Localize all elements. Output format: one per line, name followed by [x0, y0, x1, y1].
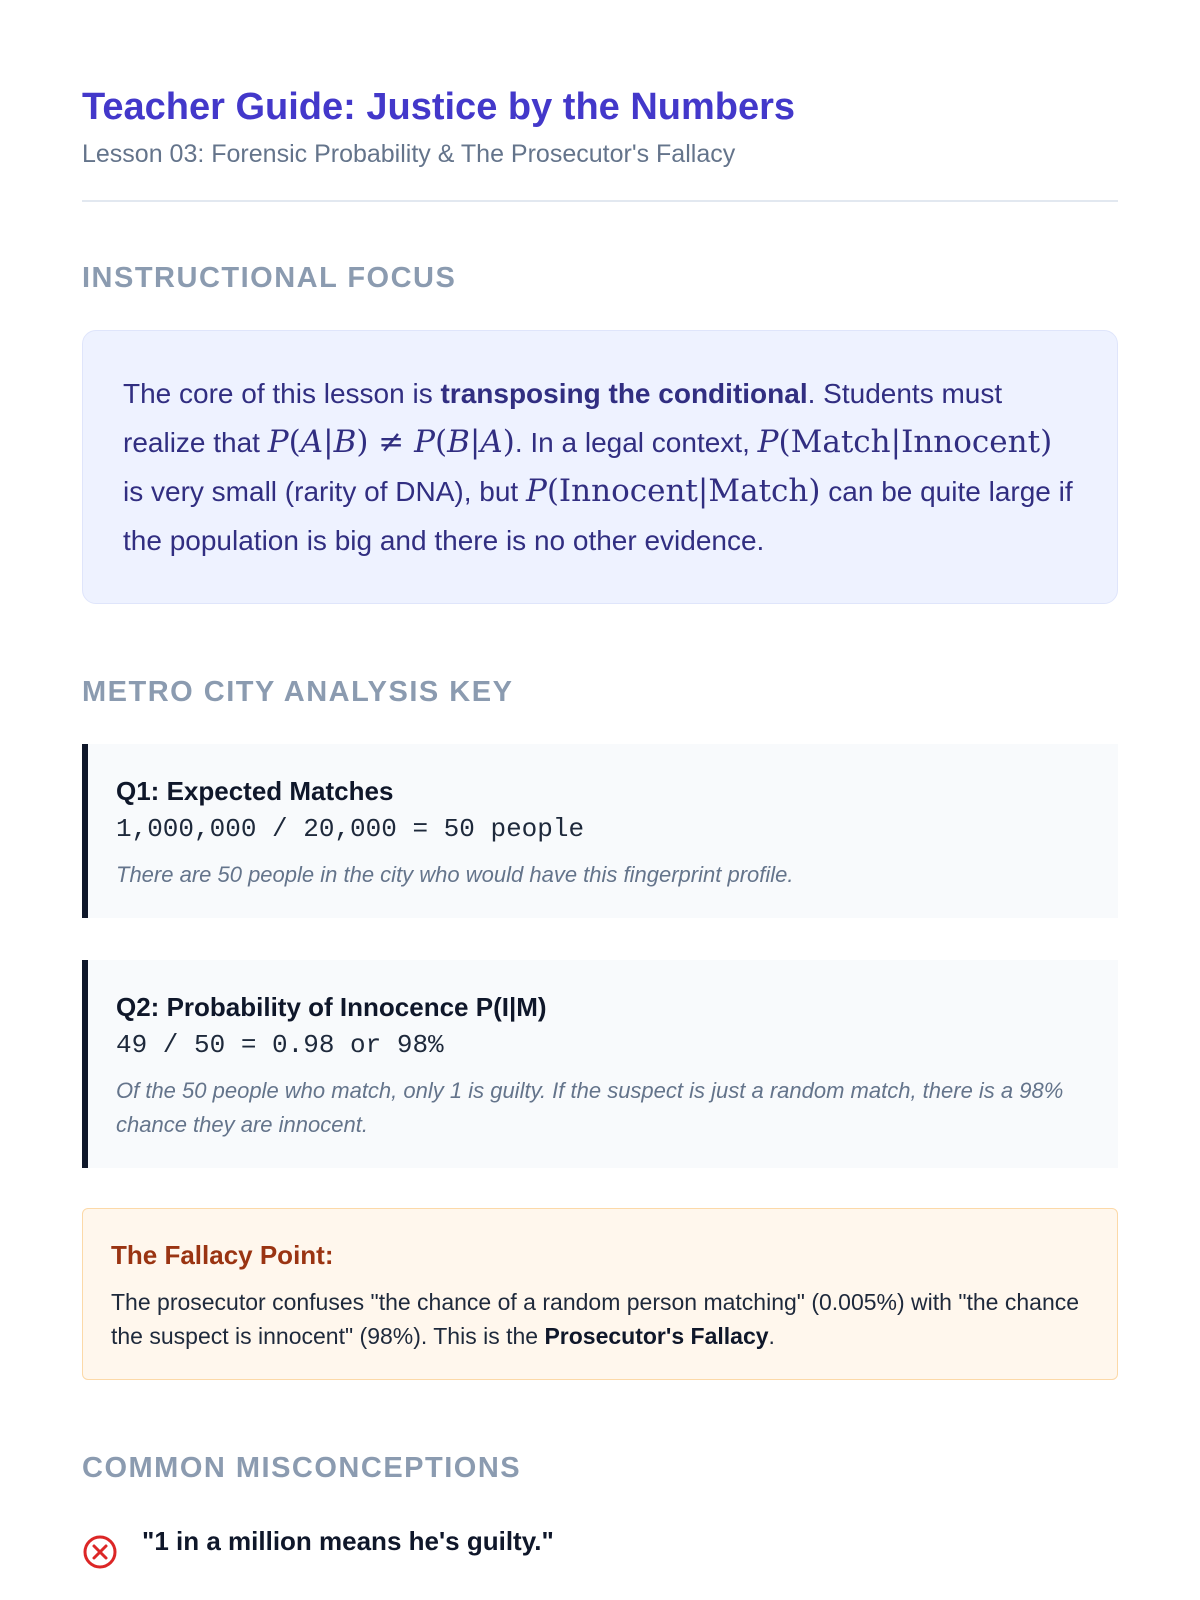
misconception-quote: "1 in a million means he's guilty."	[142, 1526, 554, 1556]
fallacy-callout	[82, 1208, 1118, 1380]
q2-answer-card	[82, 960, 1118, 1168]
math-innocent-word: Innocent	[901, 424, 1041, 460]
q1-explanation: There are 50 people in the city who would have this fingerprint profile.	[116, 862, 794, 887]
q1-answer-card	[82, 744, 1118, 918]
fallacy-title: The Fallacy Point:	[111, 1240, 334, 1270]
q1-calculation: 1,000,000 / 20,000 = 50 people	[116, 814, 585, 844]
focus-text-1: . Students must realize that	[123, 378, 1003, 458]
header-divider	[82, 200, 1118, 202]
math-innocent-word-2: Innocent	[558, 473, 698, 509]
math-inequality: P(A|B) ≠ P(B|A)	[267, 424, 515, 460]
focus-text-2: . In a legal context,	[514, 427, 758, 458]
focus-text-3: is very small (rarity of DNA), but	[123, 476, 526, 507]
page-subtitle: Lesson 03: Forensic Probability & The Prosecutor's Fallacy	[82, 140, 736, 168]
q1-title: Q1: Expected Matches	[116, 776, 394, 806]
math-match-word-2: Match	[708, 473, 809, 509]
focus-text-4: can be quite large if the population is big and there is no other evidence.	[123, 476, 1073, 556]
instructional-focus-heading: INSTRUCTIONAL FOCUS	[82, 262, 457, 294]
fallacy-text-after: .	[768, 1323, 775, 1349]
q2-calculation: 49 / 50 = 0.98 or 98%	[116, 1030, 444, 1060]
fallacy-text-before: The prosecutor confuses "the chance of a random person matching" (0.005%) with "the chance the suspect is innocent" (98%). This is the	[111, 1289, 1080, 1349]
instructional-focus-box	[82, 330, 1118, 604]
q2-explanation: Of the 50 people who match, only 1 is guilty. If the suspect is just a random match, there is a 98% chance they are innocent.	[116, 1078, 1064, 1137]
misconceptions-heading: COMMON MISCONCEPTIONS	[82, 1452, 522, 1484]
fallacy-bold-term: Prosecutor's Fallacy	[544, 1323, 769, 1349]
analysis-key-heading: METRO CITY ANALYSIS KEY	[82, 676, 514, 708]
page-title: Teacher Guide: Justice by the Numbers	[82, 86, 796, 128]
fallacy-text	[111, 1285, 1089, 1353]
q2-title: Q2: Probability of Innocence P(I|M)	[116, 992, 547, 1022]
math-p-innocent-given-match: P(Innocent|Match)	[525, 473, 821, 509]
focus-bold-term: transposing the conditional	[440, 378, 808, 409]
focus-intro: The core of this lesson is	[123, 378, 441, 409]
math-match-word: Match	[790, 424, 891, 460]
misconception-item	[82, 1524, 1118, 1570]
math-p-match-given-innocent: P(Match|Innocent)	[757, 424, 1053, 460]
x-circle-icon	[82, 1534, 118, 1570]
